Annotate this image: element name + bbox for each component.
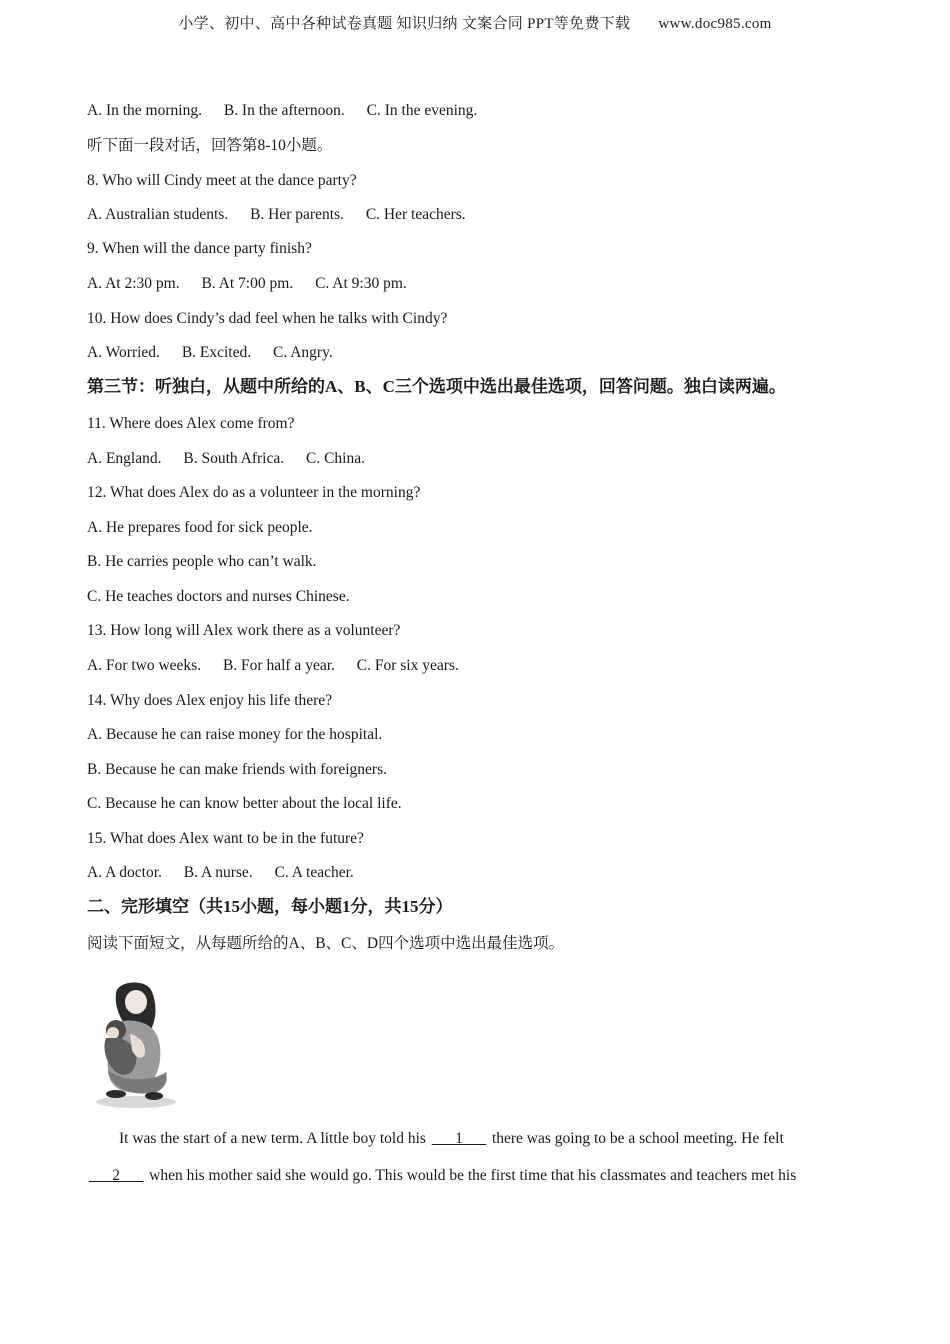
q13-options [87,656,459,676]
page-header [0,12,950,33]
q10-options [87,343,333,363]
instruction-8-10: 听下面一段对话，回答第8-10小题。 [87,137,333,154]
header-url[interactable]: www.doc985.com [658,16,772,32]
q11-options [87,449,365,469]
passage-text: It was the start of a new term. A little boy told his [119,1130,430,1147]
option: C. In the evening. [366,102,478,119]
passage-line-2 [87,1166,867,1186]
q12-option-c: C. He teaches doctors and nurses Chinese. [87,588,350,605]
question-15: 15. What does Alex want to be in the future? [87,830,364,847]
option: A. For two weeks. [87,657,202,674]
option: C. China. [305,450,365,467]
option: B. At 7:00 pm. [201,275,294,292]
q8-options [87,205,466,225]
option: A. A doctor. [87,864,162,881]
question-12: 12. What does Alex do as a volunteer in the morning? [87,484,421,501]
option: A. Worried. [87,344,160,361]
part-2-instruction: 阅读下面短文，从每题所给的A、B、C、D四个选项中选出最佳选项。 [87,935,565,952]
option: B. South Africa. [183,450,285,467]
question-13: 13. How long will Alex work there as a volunteer? [87,622,401,639]
option: A. England. [87,450,162,467]
passage-text: when his mother said she would go. This would be the first time that his classmates and teachers met his [145,1167,797,1184]
option: C. Her teachers. [365,206,466,223]
question-11: 11. Where does Alex come from? [87,415,295,432]
option: C. For six years. [356,657,459,674]
blank-2: ___2___ [89,1167,144,1184]
section-3-title: 第三节：听独白，从题中所给的A、B、C三个选项中选出最佳选项，回答问题。独白读两遍。 [87,377,786,396]
option: B. A nurse. [183,864,253,881]
option: A. At 2:30 pm. [87,275,180,292]
question-10: 10. How does Cindy’s dad feel when he talks with Cindy? [87,310,448,327]
q12-option-a: A. He prepares food for sick people. [87,519,313,536]
option: B. For half a year. [222,657,335,674]
option: C. At 9:30 pm. [315,275,407,292]
q14-option-c: C. Because he can know better about the local life. [87,795,402,812]
passage-line-1 [119,1129,899,1149]
q14-option-a: A. Because he can raise money for the hospital. [87,726,383,743]
q12-option-b: B. He carries people who can’t walk. [87,553,317,570]
option: C. Angry. [273,344,333,361]
q14-option-b: B. Because he can make friends with foreigners. [87,761,387,778]
option: B. In the afternoon. [223,102,345,119]
option: B. Excited. [181,344,252,361]
q9-options [87,274,407,294]
question-8: 8. Who will Cindy meet at the dance party? [87,172,357,189]
part-2-title: 二、完形填空（共15小题，每小题1分，共15分） [87,897,453,916]
q7-options [87,101,477,121]
passage-text: there was going to be a school meeting. He felt [488,1130,784,1147]
blank-1: ___1___ [431,1130,487,1147]
header-text: 小学、初中、高中各种试卷真题 知识归纳 文案合同 PPT等免费下载 [178,16,631,32]
question-14: 14. Why does Alex enjoy his life there? [87,692,333,709]
option: C. A teacher. [274,864,354,881]
option: B. Her parents. [250,206,344,223]
question-9: 9. When will the dance party finish? [87,240,312,257]
option: A. In the morning. [87,102,202,119]
mother-child-illustration [86,976,186,1112]
q15-options [87,863,354,883]
option: A. Australian students. [87,206,229,223]
